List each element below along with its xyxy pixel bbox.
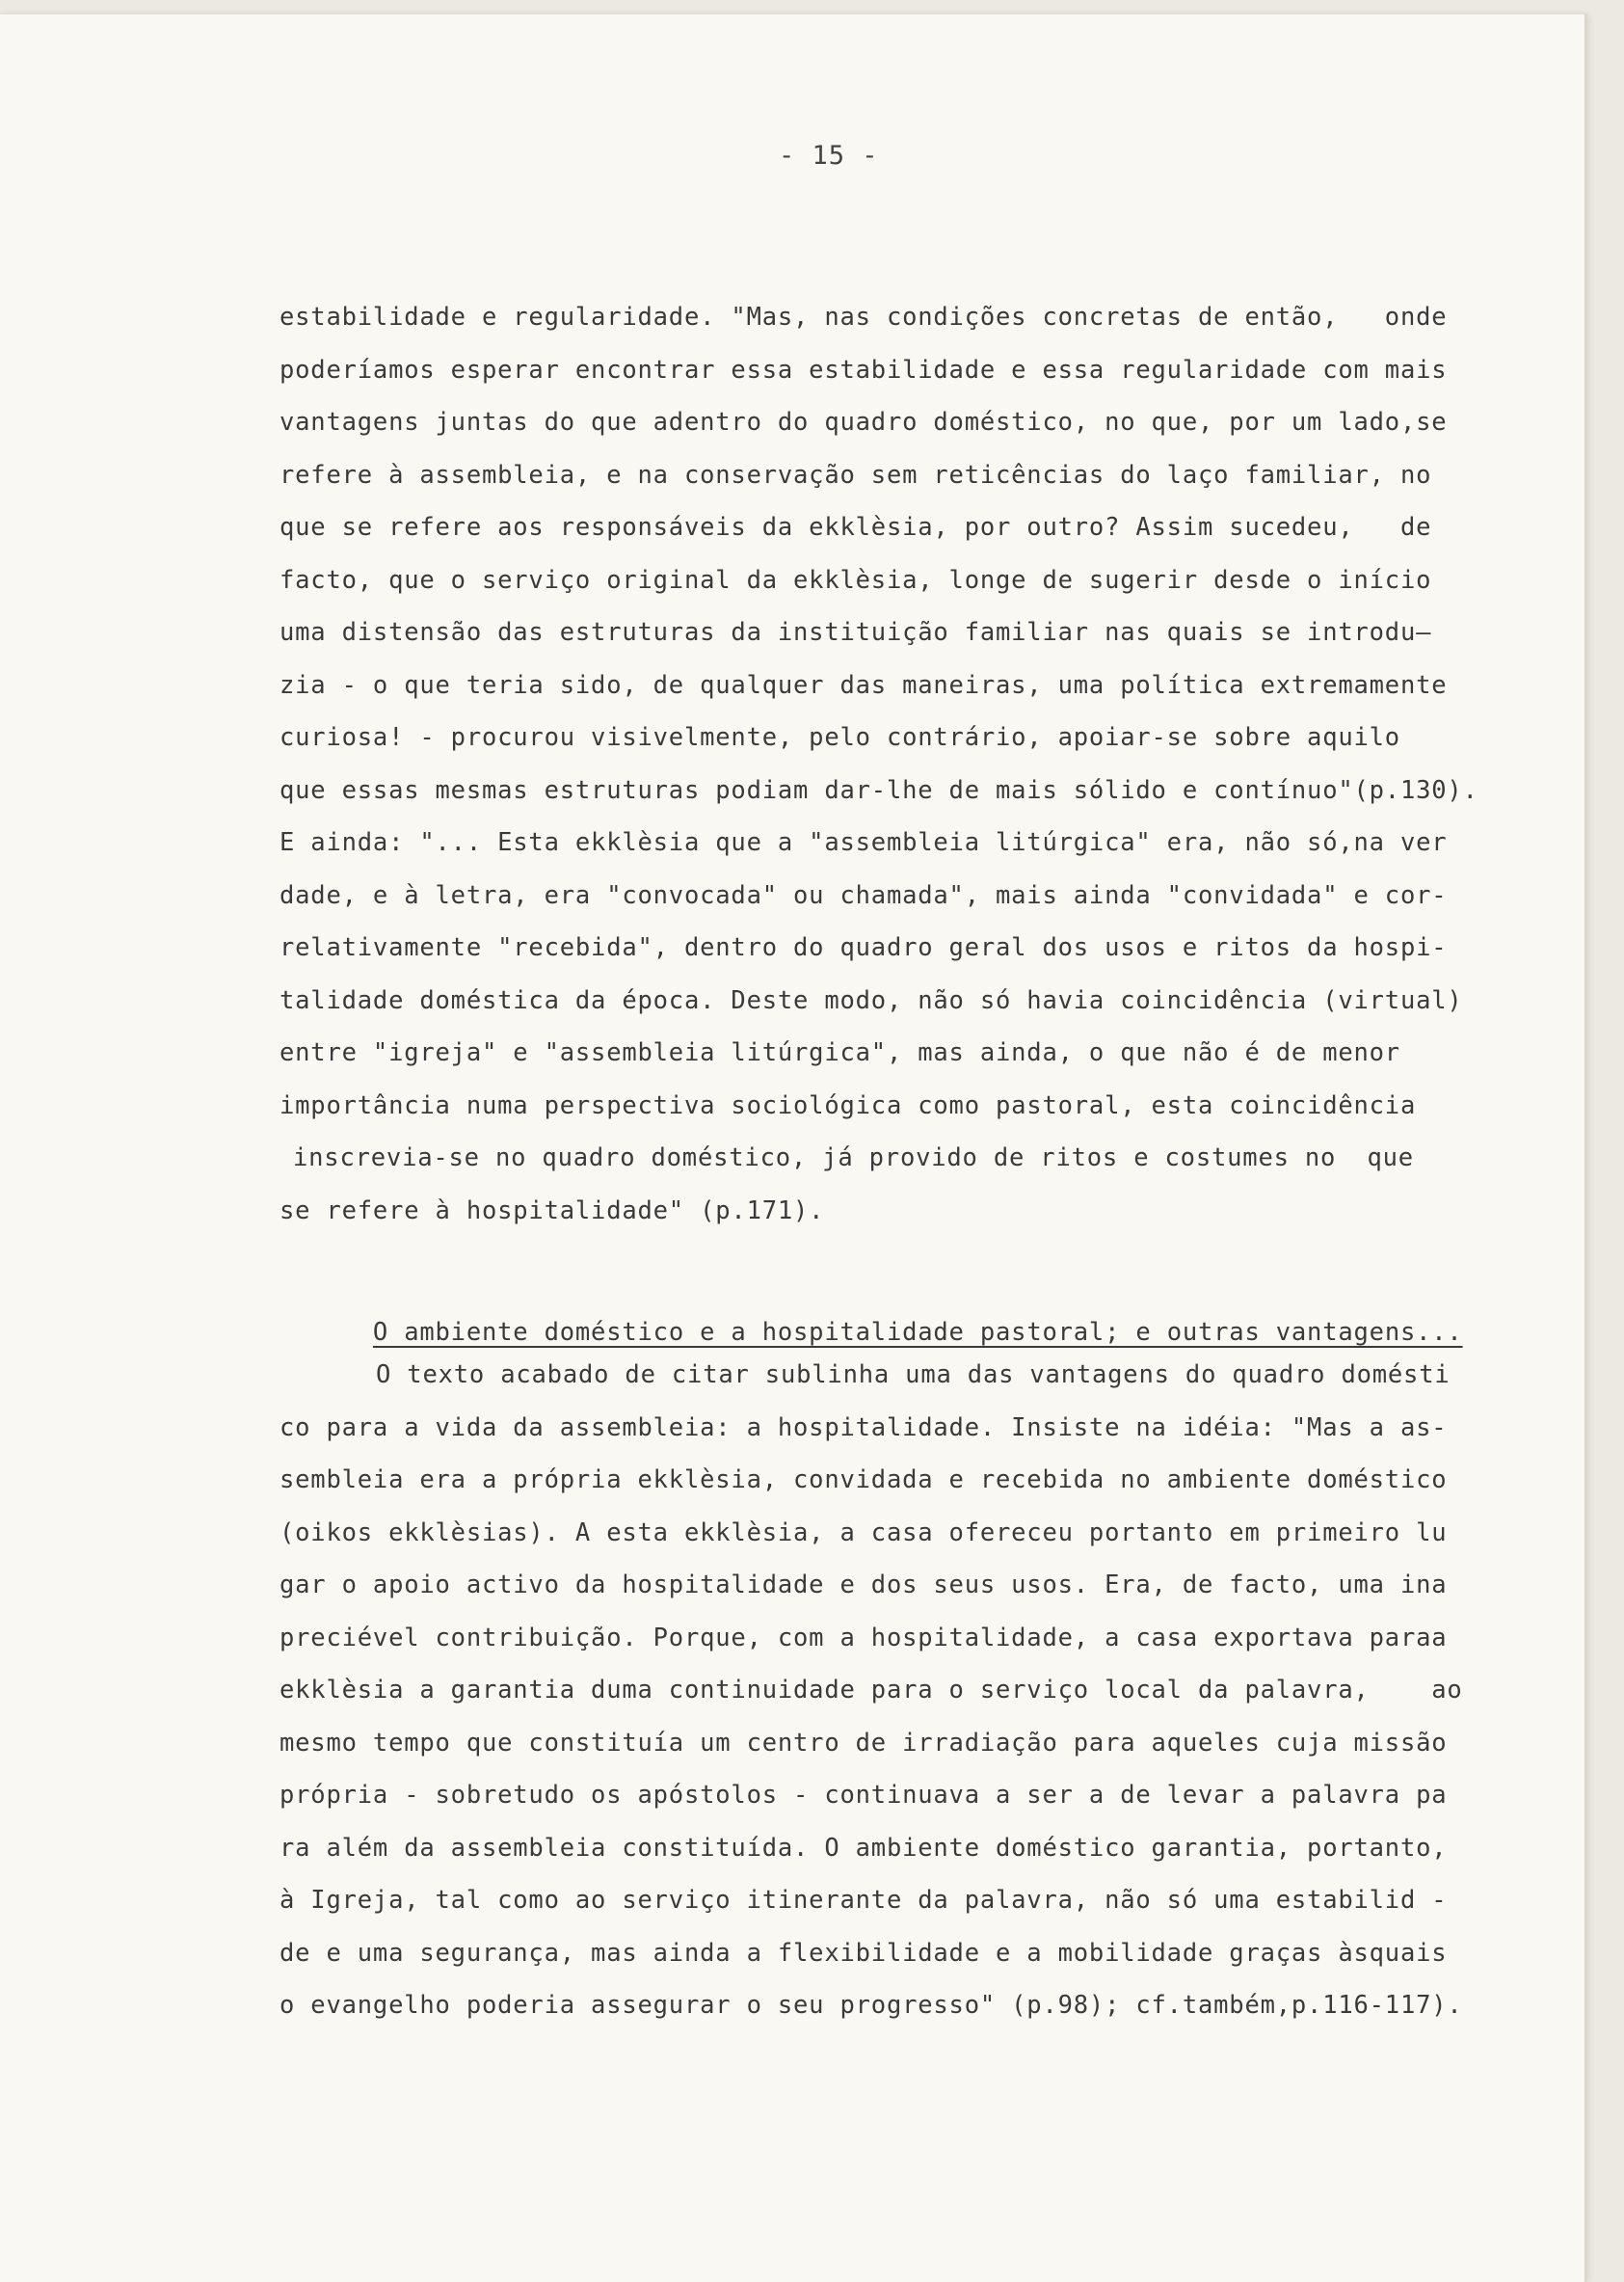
text-line: uma distensão das estruturas da instituição familiar nas quais se introdu— [280,618,1432,647]
text-line: zia - o que teria sido, de qualquer das maneiras, uma política extremamente [280,670,1448,700]
text-line: dade, e à letra, era "convocada" ou chamada", mais ainda "convidada" e cor- [280,880,1448,910]
body-text [280,291,1504,2032]
text-line: de e uma segurança, mas ainda a flexibilidade e a mobilidade graças àsquais [280,1938,1448,1968]
section-heading-text: O ambiente doméstico e a hospitalidade pastoral; e outras vantagens... [372,1318,1463,1347]
text-line: ekklèsia a garantia duma continuidade para o serviço local da palavra, ao [280,1676,1463,1705]
paragraph-2 [280,1349,1504,2032]
text-line: facto, que o serviço original da ekklèsia, longe de sugerir desde o início [280,565,1432,595]
text-line: gar o apoio activo da hospitalidade e dos seus usos. Era, de facto, uma ina [280,1571,1448,1599]
text-line: mesmo tempo que constituía um centro de irradiação para aqueles cuja missão [280,1728,1448,1758]
page-number: - 15 - [779,141,879,171]
text-line: (oikos ekklèsias). A esta ekklèsia, a casa ofereceu portanto em primeiro lu [280,1517,1448,1547]
text-line: que essas mesmas estruturas podiam dar-lhe de mais sólido e contínuo"(p.130). [280,775,1478,805]
document-page [0,13,1586,2282]
text-line: inscrevia-se no quadro doméstico, já provido de ritos e costumes no que [293,1143,1414,1172]
text-line: vantagens juntas do que adentro do quadro doméstico, no que, por um lado,se [280,408,1448,437]
text-line: que se refere aos responsáveis da ekklèsia, por outro? Assim sucedeu, de [280,513,1432,542]
text-line: própria - sobretudo os apóstolos - continuava a ser a de levar a palavra pa [280,1781,1448,1810]
text-line: se refere à hospitalidade" (p.171). [280,1195,825,1225]
text-line: entre "igreja" e "assembleia litúrgica", mas ainda, o que não é de menor [280,1038,1400,1067]
text-line: E ainda: "... Esta ekklèsia que a "assembleia litúrgica" era, não só,na ver [280,828,1448,857]
paragraph-1 [280,291,1504,1237]
text-line: co para a vida da assembleia: a hospitalidade. Insiste na idéia: "Mas a as- [280,1412,1448,1442]
text-line: O texto acabado de citar sublinha uma das vantagens do quadro domésti [376,1360,1451,1389]
text-line: importância numa perspectiva sociológica como pastoral, esta coincidência [280,1090,1417,1120]
text-line: estabilidade e regularidade. "Mas, nas condições concretas de então, onde [280,303,1448,332]
text-line: à Igreja, tal como ao serviço itinerante da palavra, não só uma estabilid - [280,1886,1448,1915]
text-line: talidade doméstica da época. Deste modo, não só havia coincidência (virtual) [280,985,1463,1015]
text-line: poderíamos esperar encontrar essa estabilidade e essa regularidade com mais [280,355,1448,385]
text-line: sembleia era a própria ekklèsia, convidada e recebida no ambiente doméstico [280,1465,1448,1494]
text-line: curiosa! - procurou visivelmente, pelo contrário, apoiar-se sobre aquilo [280,723,1400,752]
section-heading [280,1254,1504,1347]
text-line: preciével contribuição. Porque, com a hospitalidade, a casa exportava paraa [280,1623,1448,1652]
text-line: o evangelho poderia assegurar o seu progresso" (p.98); cf.também,p.116-117). [280,1991,1463,2020]
text-line: relativamente "recebida", dentro do quadro geral dos usos e ritos da hospi- [280,933,1448,962]
text-line: refere à assembleia, e na conservação sem reticências do laço familiar, no [280,460,1432,490]
text-line: ra além da assembleia constituída. O ambiente doméstico garantia, portanto, [280,1833,1448,1863]
